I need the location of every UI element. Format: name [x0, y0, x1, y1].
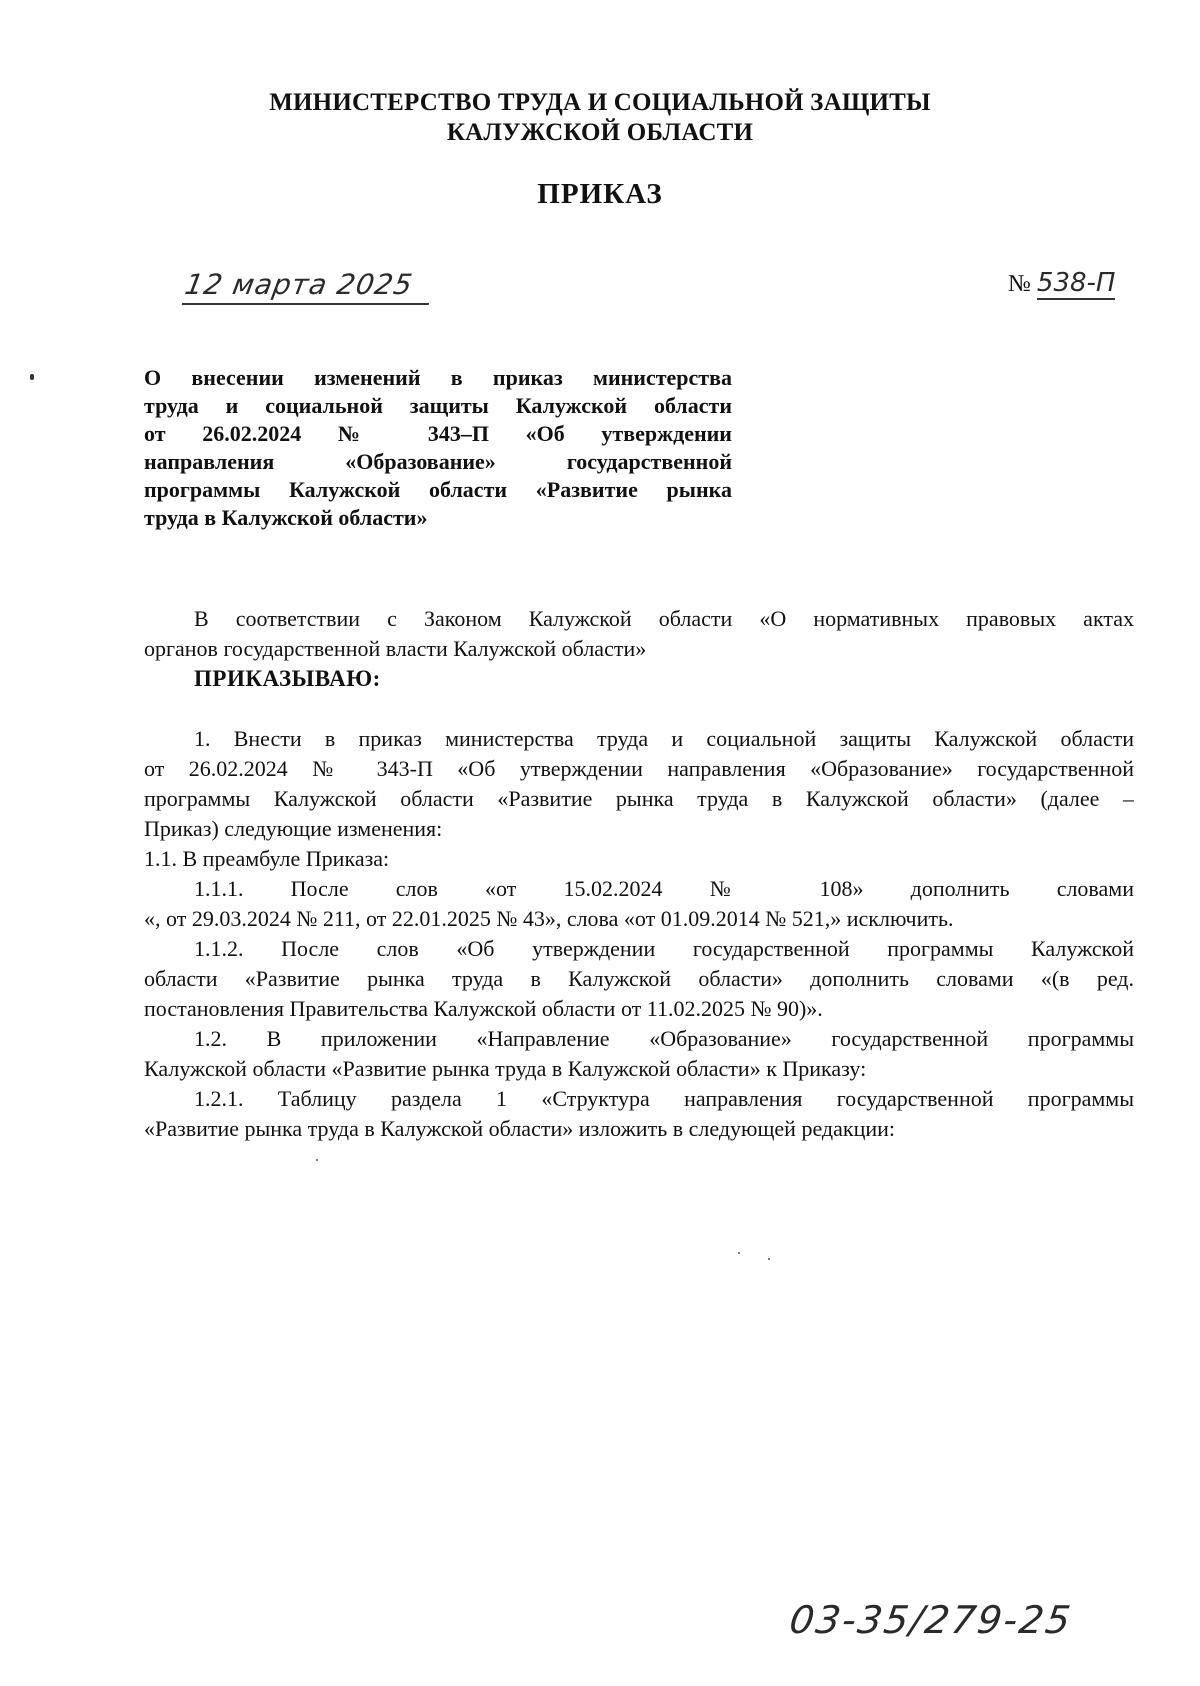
paragraph-1-1-2-line: области «Развитие рынка труда в Калужской области» дополнить словами «(в ред. [144, 966, 1134, 991]
handwritten-registration-number: 03-35/279-25 [786, 1598, 1075, 1642]
subject-line: направления «Образование» государственной [144, 449, 732, 474]
paragraph-1-1-2-line: постановления Правительства Калужской области от 11.02.2025 № 90)». [144, 996, 823, 1021]
order-subject [144, 364, 732, 532]
subject-line: труда и социальной защиты Калужской области [144, 393, 732, 418]
subject-line: труда в Калужской области» [144, 505, 428, 530]
paragraph-1-2-1-line: «Развитие рынка труда в Калужской области» изложить в следующей редакции: [144, 1116, 895, 1141]
paragraph-1-2-line: 1.2. В приложении «Направление «Образование» государственной программы [194, 1026, 1134, 1051]
paragraph-1-line: 1. Внести в приказ министерства труда и социальной защиты Калужской области [194, 726, 1134, 751]
scan-speck [316, 1159, 318, 1161]
ministry-header [0, 88, 1200, 148]
paragraph-1-line: от 26.02.2024 № 343-П «Об утверждении направления «Образование» государственной [144, 756, 1134, 781]
subject-line: от 26.02.2024 № 343–П «Об утверждении [144, 421, 732, 446]
paragraph-1-1-line: 1.1. В преамбуле Приказа: [144, 846, 390, 871]
paragraph-1-1-1-line: 1.1.1. После слов «от 15.02.2024 № 108» дополнить словами [194, 876, 1134, 901]
preamble-line: В соответствии с Законом Калужской области «О нормативных правовых актах [194, 606, 1134, 631]
paragraph-1-line: программы Калужской области «Развитие рынка труда в Калужской области» (далее – [144, 786, 1134, 811]
paragraph-1-line: Приказ) следующие изменения: [144, 816, 443, 841]
ministry-name-line2: КАЛУЖСКОЙ ОБЛАСТИ [446, 119, 754, 146]
document-type-title: ПРИКАЗ [537, 178, 663, 210]
subject-line: программы Калужской области «Развитие рынка [144, 477, 732, 502]
number-sign: № [1008, 271, 1031, 297]
paragraph-1-2-1-line: 1.2.1. Таблицу раздела 1 «Структура направления государственной программы [194, 1086, 1134, 1111]
subject-line: О внесении изменений в приказ министерства [144, 365, 732, 390]
scan-speck [768, 1258, 770, 1260]
margin-mark [30, 374, 34, 380]
order-body [144, 604, 1134, 1144]
ministry-name-line1: МИНИСТЕРСТВО ТРУДА И СОЦИАЛЬНОЙ ЗАЩИТЫ [269, 89, 931, 116]
paragraph-1-2-line: Калужской области «Развитие рынка труда в Калужской области» к Приказу: [144, 1056, 867, 1081]
handwritten-date: 12 марта 2025 [182, 268, 436, 305]
paragraph-1-1-1-line: «, от 29.03.2024 № 211, от 22.01.2025 № 43», слова «от 01.09.2014 № 521,» исключить. [144, 906, 954, 931]
paragraph-1-1-2-line: 1.1.2. После слов «Об утверждении государственной программы Калужской [194, 936, 1134, 961]
order-directive: ПРИКАЗЫВАЮ: [194, 666, 381, 691]
handwritten-order-number: 538-П [1036, 268, 1116, 298]
scan-speck [738, 1252, 740, 1254]
order-number [1008, 268, 1115, 298]
preamble-line: органов государственной власти Калужской области» [144, 636, 647, 661]
